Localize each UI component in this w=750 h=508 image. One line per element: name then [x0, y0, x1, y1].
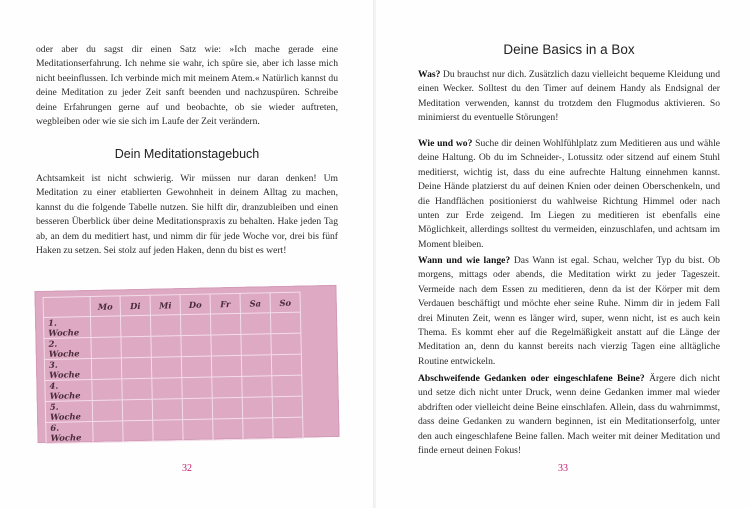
checkbox-cell	[182, 377, 212, 399]
page-number-right: 33	[558, 463, 568, 474]
checkbox-cell	[272, 396, 302, 418]
checkbox-cell	[211, 355, 241, 377]
section-wie-und-wo	[418, 137, 720, 252]
checkbox-cell	[182, 398, 212, 420]
checkbox-cell	[91, 358, 121, 380]
checkbox-cell	[211, 334, 241, 356]
week-label: 2. Woche	[44, 338, 91, 360]
diary-paragraph: Achtsamkeit ist nicht schwierig. Wir müssen nur daran denken! Um Meditation zu einer etablierten Gewohnheit in deinem Alltag zu machen, kannst du die folgende Tabelle nutzen. Sie hilft dir, dranzubleiben und einen besseren Überblick über deine Meditationspraxis zu behalten. Hake jeden Tag ab, an dem du meditiert hast, und nimm dir für jede Woche vor, drei bis fünf Haken zu setzen. Sei stolz auf jeden Haken, denn du bist es wert!	[36, 173, 338, 257]
checkbox-cell	[93, 421, 123, 443]
section-lead: Wann und wie lange?	[418, 255, 511, 266]
day-header: Fr	[210, 293, 240, 314]
checkbox-cell	[242, 397, 272, 419]
meditation-tracker-table	[43, 292, 304, 444]
day-header: Do	[180, 294, 210, 315]
box-heading: Deine Basics in a Box	[503, 42, 635, 57]
week-label: 4. Woche	[45, 379, 92, 401]
intro-paragraph: oder aber du sagst dir einen Satz wie: »Ich mache gerade eine Meditationserfahrung. Ich nehme sie wahr, ich spüre sie, aber ich lasse mich nicht beeinflussen. Ich verbinde mich mit meinem Atem.« Natürlich kannst du deine Meditation zu jeder Zeit sanft beenden und nachzuspüren. Schreibe deine Erfahrungen gerne auf und beobachte, ob sie wieder auftreten, wegbleiben oder wie sie sich im Laufe der Zeit verändern.	[36, 44, 338, 128]
right-page	[376, 0, 750, 508]
checkbox-cell	[181, 356, 211, 378]
checkbox-cell	[152, 399, 182, 421]
checkbox-cell	[181, 335, 211, 357]
section-text: Suche dir deinen Wohlfühlplatz zum Meditieren aus und wähle deine Haltung. Ob du im Schneider-, Lotussitz oder sitzend auf einem Stuhl meditierst, wichtig ist, dass du eine aufrechte Haltung einnehmen kannst. Deine Hände platzierst du auf deinen Knien oder deinen Oberschenkeln, und die Handflächen positionierst du wahlweise Richtung Himmel oder nach unten zur Erde zeigend. Im Liegen zu meditieren ist ebenfalls eine Möglichkeit, allerdings solltest du vermeiden, einzuschlafen, und achtsam im Moment bleiben.	[418, 138, 720, 250]
section-abschweifende-gedanken	[418, 372, 720, 458]
checkbox-cell	[150, 315, 180, 337]
section-text: Das Wann ist egal. Schau, welcher Typ du bist. Ob morgens, mittags oder abends, die Meditation wirkt zu jeder Tageszeit. Vermeide nach dem Essen zu meditieren, denn da ist der Körper mit dem Verdauen beschäftigt und möchte eher seine Ruhe. Nimm dir in jedem Fall drei Minuten Zeit, wenn es länger wird, super, wenn nicht, ist es auch kein Thema. Es kommt eher auf die Regelmäßigkeit anstatt auf die Länge der Meditation an, denn du kannst bereits nach vierzig Tagen eine alltägliche Routine entwickeln.	[418, 255, 720, 367]
checkbox-cell	[271, 333, 301, 355]
checkbox-cell	[151, 336, 181, 358]
day-header: So	[270, 292, 300, 313]
checkbox-cell	[123, 420, 153, 442]
checkbox-cell	[180, 314, 210, 336]
day-header: Di	[120, 295, 150, 316]
day-header: Mo	[90, 296, 120, 317]
checkbox-cell	[210, 313, 240, 335]
checkbox-cell	[121, 357, 151, 379]
checkbox-cell	[213, 418, 243, 440]
checkbox-cell	[241, 355, 271, 377]
section-was	[418, 68, 720, 126]
checkbox-cell	[270, 312, 300, 334]
week-label: 1. Woche	[43, 317, 90, 339]
checkbox-cell	[212, 397, 242, 419]
day-header: Mi	[150, 295, 180, 316]
checkbox-cell	[241, 334, 271, 356]
checkbox-cell	[92, 400, 122, 422]
section-lead: Abschweifende Gedanken oder eingeschlafene Beine?	[418, 373, 645, 384]
section-lead: Wie und wo?	[418, 138, 473, 149]
checkbox-cell	[212, 376, 242, 398]
meditation-tracker-card	[34, 285, 339, 443]
week-label: 5. Woche	[45, 400, 92, 422]
section-text: Du brauchst nur dich. Zusätzlich dazu vielleicht bequeme Kleidung und einen Wecker. Solltest du den Timer auf deinem Handy als Endsignal der Meditation verwenden, kannst du trotzdem den Flugmodus aktivieren. So minimierst du eventuelle Störungen!	[418, 69, 720, 124]
checkbox-cell	[273, 417, 303, 439]
section-text: Ärgere dich nicht und setze dich nicht unter Druck, wenn deine Gedanken immer mal wieder abdriften oder vielleicht deine Beine einschlafen. Allein, dass du wahrnimmst, dass deine Gedanken zu wandern beginnen, ist ein Meditationserfolg, unter den auch eingeschlafene Beine fallen. Mach weiter mit deiner Meditation und finde erneut deinen Fokus!	[418, 373, 720, 457]
section-lead: Was?	[418, 69, 441, 80]
checkbox-cell	[272, 375, 302, 397]
checkbox-cell	[271, 354, 301, 376]
checkbox-cell	[122, 399, 152, 421]
week-label: 6. Woche	[46, 421, 93, 443]
week-label: 3. Woche	[44, 359, 91, 381]
section-heading: Dein Meditationstagebuch	[114, 147, 260, 161]
checkbox-cell	[153, 420, 183, 442]
checkbox-cell	[121, 336, 151, 358]
checkbox-cell	[90, 316, 120, 338]
table-row	[46, 417, 303, 443]
table-corner-cell	[43, 297, 90, 318]
section-wann-und-wie-lange	[418, 254, 720, 369]
checkbox-cell	[120, 315, 150, 337]
checkbox-cell	[152, 378, 182, 400]
page-number-left: 32	[182, 463, 192, 474]
checkbox-cell	[92, 379, 122, 401]
day-header: Sa	[240, 293, 270, 314]
left-page	[0, 0, 374, 508]
checkbox-cell	[151, 357, 181, 379]
checkbox-cell	[91, 337, 121, 359]
checkbox-cell	[183, 419, 213, 441]
checkbox-cell	[240, 313, 270, 335]
checkbox-cell	[122, 378, 152, 400]
checkbox-cell	[242, 376, 272, 398]
checkbox-cell	[243, 418, 273, 440]
